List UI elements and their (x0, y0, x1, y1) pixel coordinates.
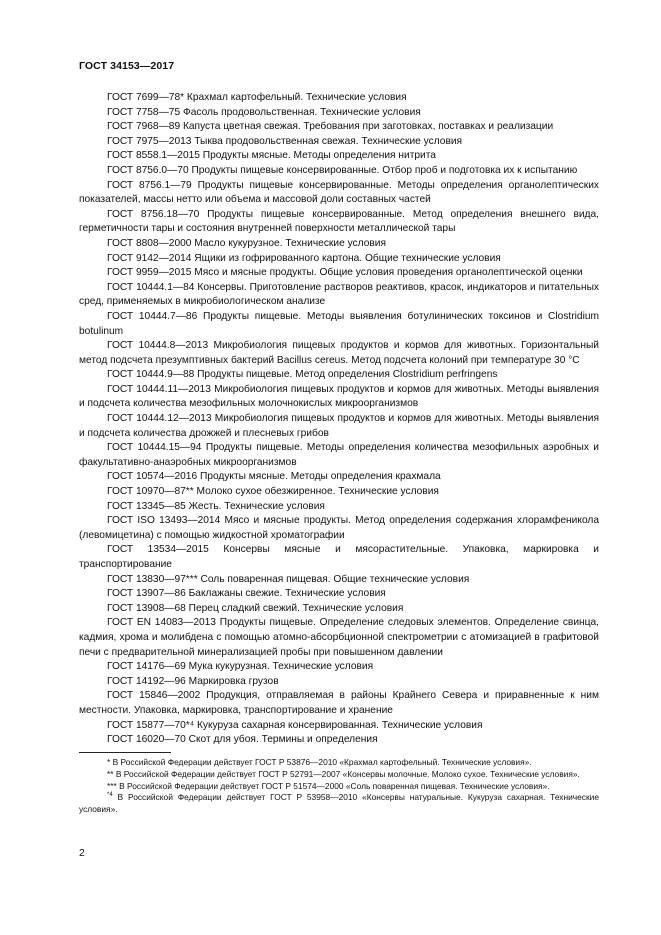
reference-entry: ГОСТ 9959—2015 Мясо и мясные продукты. Общие условия проведения органолептической оценки (107, 267, 583, 279)
reference-entry: ГОСТ 13830—97*** Соль поваренная пищевая. Общие технические условия (107, 573, 470, 585)
reference-entry: ГОСТ 13908—68 Перец сладкий свежий. Технические условия (107, 602, 404, 614)
reference-entry: ГОСТ 8756.0—70 Продукты пищевые консервированные. Отбор проб и подготовка их к испытанию (107, 164, 578, 176)
footnote-text: В Российской Федерации действует ГОСТ Р 53876—2010 «Крахмал картофельный. Технические условия». (110, 757, 532, 767)
reference-entry: ГОСТ EN 14083—2013 Продукты пищевые. Определение следовых элементов. Определение свинца, кадмия, хрома и молибдена с помощью атомно-абсорбционной спектрометрии с атомизацией в графитовой печи с предварительной минерализацией пробы при повышенном давлении (79, 617, 599, 658)
footnote-text: В Российской Федерации действует ГОСТ Р 53958—2010 «Консервы натуральные. Кукуруза сахарная. Технические условия». (79, 792, 599, 815)
reference-entry: ГОСТ 13534—2015 Консервы мясные и мясорастительные. Упаковка, маркировка и транспортирование (79, 544, 599, 570)
footnote (79, 781, 599, 793)
footnote (79, 757, 599, 769)
footnote-mark: ** (107, 768, 114, 779)
reference-entry: ГОСТ 8558.1—2015 Продукты мясные. Методы определения нитрита (107, 150, 436, 162)
footnote-mark: *4 (107, 792, 113, 799)
reference-entry: ГОСТ 15877—70*⁴ Кукуруза сахарная консервированная. Технические условия (107, 719, 483, 731)
footnote (79, 792, 599, 816)
references-list (79, 91, 599, 748)
reference-entry: ГОСТ 7975—2013 Тыква продовольственная свежая. Технические условия (107, 135, 463, 147)
reference-entry: ГОСТ 8808—2000 Масло кукурузное. Технические условия (107, 237, 386, 249)
footnotes (79, 757, 599, 816)
footnote-mark: *** (107, 780, 117, 791)
footnote-text: В Российской Федерации действует ГОСТ Р 51574—2000 «Соль поваренная пищевая. Технические условия». (116, 780, 550, 791)
reference-entry: ГОСТ 8756.1—79 Продукты пищевые консервированные. Методы определения органолептических показателей, массы нетто или объема и массовой доли составных частей (79, 179, 599, 206)
footnote-mark: * (107, 757, 111, 767)
reference-entry: ГОСТ 8756.18—70 Продукты пищевые консервированные. Метод определения внешнего вида, герметичности тары и состояния внутренней поверхности металлической тары (79, 208, 599, 235)
reference-entry: ГОСТ 14176—69 Мука кукурузная. Технические условия (107, 661, 374, 673)
reference-entry: ГОСТ 9142—2014 Ящики из гофрированного картона. Общие технические условия (107, 252, 501, 264)
reference-entry: ГОСТ 10574—2016 Продукты мясные. Методы определения крахмала (107, 471, 441, 483)
page-header: ГОСТ 34153—2017 (79, 60, 175, 72)
footnote-text: В Российской Федерации действует ГОСТ Р 52791—2007 «Консервы молочные. Молоко сухое. Технические условия». (113, 768, 580, 779)
footnote (79, 769, 599, 781)
reference-entry: ГОСТ 10444.11—2013 Микробиология пищевых продуктов и кормов для животных. Методы выявления и подсчета количества мезофильных молочнокислых микроорганизмов (79, 383, 599, 410)
reference-entry: ГОСТ 15846—2002 Продукция, отправляемая в районы Крайнего Севера и приравненные к ним местности. Упаковка, маркировка, транспортирование и хранение (79, 690, 599, 716)
footnote-separator (79, 752, 171, 753)
reference-entry: ГОСТ 13907—86 Баклажаны свежие. Технические условия (107, 588, 386, 600)
reference-entry: ГОСТ 7758—75 Фасоль продовольственная. Технические условия (107, 106, 421, 118)
reference-entry: ГОСТ 10444.9—88 Продукты пищевые. Метод определения Clostridium perfringens (107, 369, 498, 381)
reference-entry: ГОСТ 10444.8—2013 Микробиология пищевых продуктов и кормов для животных. Горизонтальный метод подсчета презумптивных бактерий Bacillus cereus. Метод подсчета колоний при температуре 30 °C (79, 340, 599, 366)
reference-entry: ГОСТ 16020—70 Скот для убоя. Термины и определения (107, 734, 378, 746)
reference-entry: ГОСТ 10970—87** Молоко сухое обезжиренное. Технические условия (107, 486, 439, 498)
reference-entry: ГОСТ 7968—89 Капуста цветная свежая. Требования при заготовках, поставках и реализации (107, 121, 554, 133)
reference-entry: ГОСТ ISO 13493—2014 Мясо и мясные продукты. Метод определения содержания хлорамфеникола (левомицетина) с помощью жидкостной хроматографии (79, 515, 599, 541)
reference-entry: ГОСТ 7699—78* Крахмал картофельный. Технические условия (107, 92, 407, 103)
reference-entry: ГОСТ 13345—85 Жесть. Технические условия (107, 500, 325, 512)
reference-entry: ГОСТ 10444.1—84 Консервы. Приготовление растворов реактивов, красок, индикаторов и питательных сред, применяемых в микробиологическом анализе (79, 281, 599, 308)
reference-entry: ГОСТ 10444.12—2013 Микробиология пищевых продуктов и кормов для животных. Методы выявления и подсчета количества дрожжей и плесневых грибов (79, 413, 599, 439)
reference-entry: ГОСТ 10444.7—86 Продукты пищевые. Методы выявления ботулинических токсинов и Clostridium botulinum (79, 310, 599, 337)
reference-entry: ГОСТ 14192—96 Маркировка грузов (107, 675, 279, 687)
page-number: 2 (79, 847, 85, 859)
reference-entry: ГОСТ 10444.15—94 Продукты пищевые. Методы определения количества мезофильных аэробных и факультативно-анаэробных микроорганизмов (79, 442, 599, 468)
